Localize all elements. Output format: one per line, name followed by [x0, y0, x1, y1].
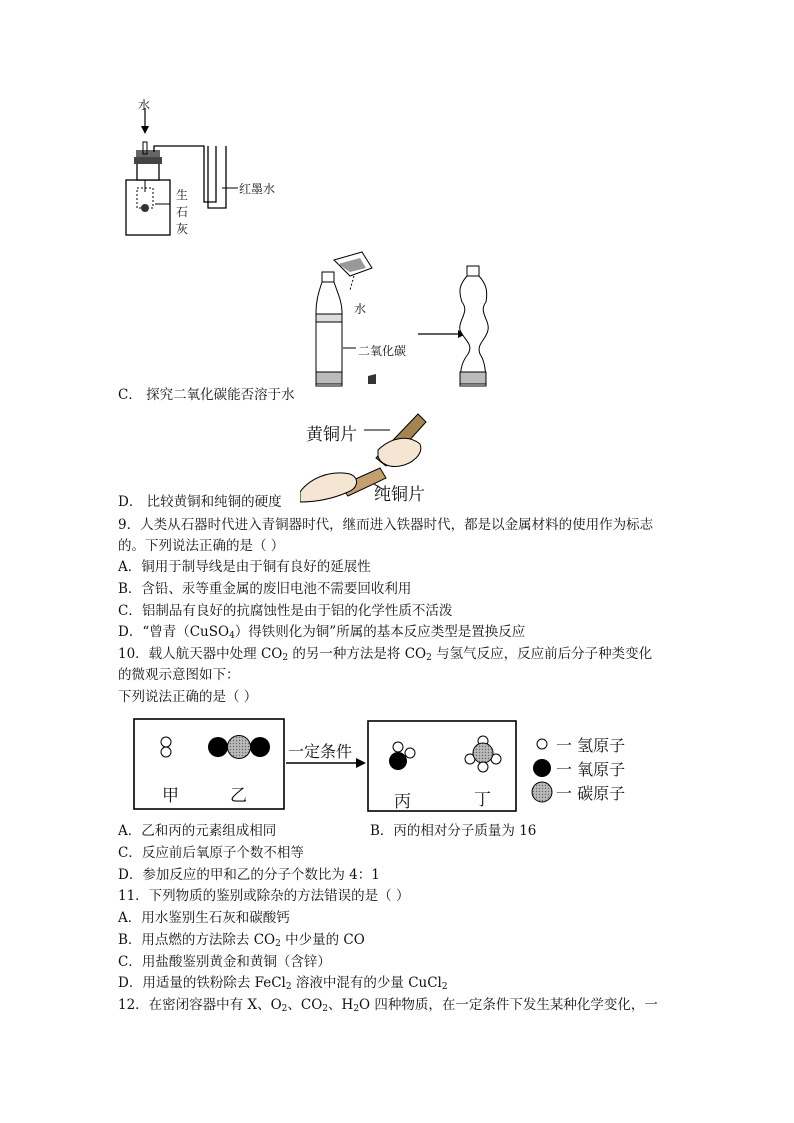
q10-option-d: D．参加反应的甲和乙的分子个数比为 4：1	[118, 867, 380, 883]
label-lime-3: 灰	[176, 222, 189, 236]
q11-option-a: A．用水鉴别生石灰和碳酸钙	[118, 910, 290, 926]
caption-d: D． 比较黄铜和纯铜的硬度	[118, 494, 282, 510]
label-bing: 丙	[394, 792, 411, 812]
q9-option-a: A．铜用于制导线是由于铜有良好的延展性	[118, 559, 371, 575]
label-condition: 一定条件	[288, 742, 353, 761]
label-red-ink: 红墨水	[239, 182, 276, 196]
label-water-c: 水	[354, 302, 367, 316]
label-jia: 甲	[162, 786, 179, 806]
q9-option-c: C．铝制品有良好的抗腐蚀性是由于铝的化学性质不活泼	[118, 603, 453, 619]
caption-c: C． 探究二氧化碳能否溶于水	[118, 387, 295, 403]
label-ding: 丁	[474, 790, 491, 810]
reaction-diagram	[130, 715, 650, 815]
q9-option-d: D．“曾青（CuSO$_4$）得铁则化为铜”所属的基本反应类型是置换反应	[118, 624, 526, 641]
q12-stem: 12．在密闭容器中有 X、$O_2$、$CO_2$、$H_2O$ 四种物质，在一定条件下发生某种化学变化，一	[118, 997, 658, 1014]
co2-bottle-drawing	[310, 250, 510, 390]
q10-option-b: B．丙的相对分子质量为 16	[370, 823, 537, 839]
label-lime-1: 生	[176, 188, 189, 202]
q9-stem-2: 的。下列说法正确的是（ ）	[118, 538, 285, 554]
figure-co2-bottle	[310, 250, 510, 390]
label-lime-2: 石	[176, 205, 189, 219]
q10-stem-3: 下列说法正确的是（ ）	[118, 689, 258, 705]
figure-quicklime-apparatus	[118, 92, 288, 242]
q10-option-c: C．反应前后氧原子个数不相等	[118, 845, 304, 861]
q10-stem-1: 10．载人航天器中处理 $CO_2$ 的另一种方法是将 $CO_2$ 与氢气反应，反应前后分子种类变化	[118, 646, 653, 663]
label-copper: 纯铜片	[374, 485, 425, 505]
label-water: 水	[138, 98, 151, 112]
q11-option-d: D．用适量的铁粉除去 FeCl$_2$ 溶液中混有的少量 CuCl$_2$	[118, 975, 448, 992]
q9-stem-1: 9．人类从石器时代进入青铜器时代，继而进入铁器时代，都是以金属材料的使用作为标志	[118, 517, 654, 533]
label-co2: 二氧化碳	[358, 344, 407, 358]
legend-oxygen: 一 氧原子	[556, 760, 626, 779]
label-brass: 黄铜片	[306, 425, 357, 445]
figure-brass-copper	[300, 408, 450, 503]
legend-hydrogen: 一 氢原子	[556, 736, 626, 755]
legend-carbon: 一 碳原子	[556, 784, 626, 803]
label-yi: 乙	[230, 786, 247, 806]
q10-option-a: A．乙和丙的元素组成相同	[118, 823, 277, 839]
q11-option-b: B．用点燃的方法除去 $CO_2$ 中少量的 CO	[118, 932, 365, 949]
q11-option-c: C．用盐酸鉴别黄金和黄铜（含锌）	[118, 954, 331, 970]
q10-stem-2: 的微观示意图如下：	[118, 667, 240, 683]
quicklime-apparatus-drawing	[118, 92, 288, 242]
q9-option-b: B．含铅、汞等重金属的废旧电池不需要回收利用	[118, 581, 412, 597]
q11-stem: 11．下列物质的鉴别或除杂的方法错误的是（ ）	[118, 888, 410, 904]
